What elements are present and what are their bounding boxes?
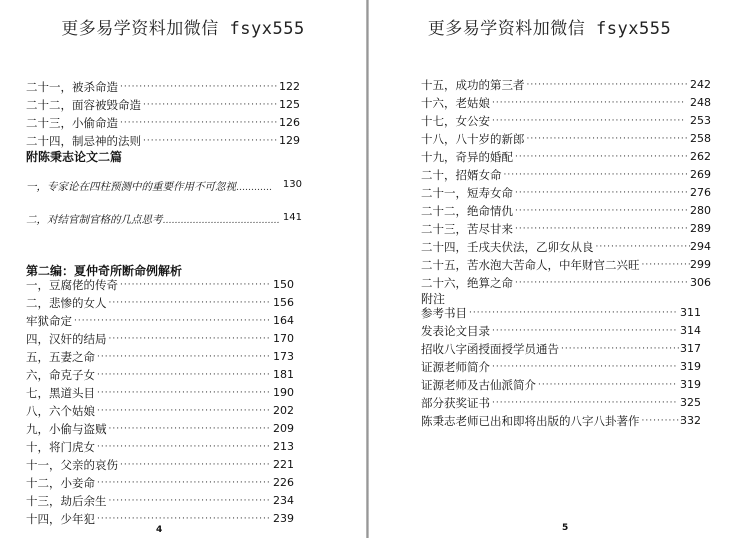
toc-leader-dots: ············································· [97, 352, 271, 362]
toc-leader-dots: ············································· [97, 442, 271, 452]
toc-leader-dots: ············································· [97, 388, 271, 398]
toc-entry-title: 证源老师简介 [421, 360, 490, 374]
toc-entry-page: 226 [273, 476, 294, 489]
toc-entry [26, 402, 294, 420]
page-header: 更多易学资料加微信 fsyx555 [427, 19, 672, 39]
toc-entry [26, 348, 294, 366]
toc-entry-title: 二十一，被杀命造 [26, 80, 118, 94]
right-page [369, 0, 730, 538]
toc-entry-page: 156 [273, 296, 294, 309]
toc-entry-page: 234 [273, 494, 294, 507]
toc-entry [26, 456, 294, 474]
toc-entry-page: 289 [690, 222, 711, 235]
toc-entry-page: 314 [680, 324, 701, 337]
toc-leader-dots: ··········· [641, 416, 684, 426]
toc-entry-page: 221 [273, 458, 294, 471]
toc-entry [26, 492, 294, 510]
toc-leader-dots: ················································ [492, 362, 678, 372]
toc-entry [421, 202, 711, 220]
toc-leader-dots: ·········································· [526, 80, 689, 90]
toc-leader-dots: ········································· [120, 118, 279, 128]
toc-entry-page: 306 [690, 276, 711, 289]
toc-entry-title: 八，六个姑娘 [26, 404, 95, 418]
toc-entry-page: 202 [273, 404, 294, 417]
toc-list-left-top [26, 78, 300, 150]
essay-page: 130 [282, 179, 302, 190]
toc-entry-page: 173 [273, 350, 294, 363]
toc-entry-title: 陈秉志老师已出和即将出版的八字八卦著作 [421, 414, 640, 428]
toc-entry [26, 366, 294, 384]
toc-entry-page: 164 [273, 314, 294, 327]
toc-entry-title: 十四，少年犯 [26, 512, 95, 526]
toc-entry [421, 256, 711, 274]
toc-entry-title: 二十三，小偷命造 [26, 116, 118, 130]
toc-entry-title: 二十四，壬戌夫伏法，乙卯女从良 [421, 240, 594, 254]
toc-entry-page: 258 [690, 132, 711, 145]
essay-entry-2: 二，对结官制官格的几点思考………………………………… 141 [26, 212, 302, 226]
toc-list-right-top [421, 76, 711, 292]
toc-entry [421, 148, 711, 166]
toc-leader-dots: ············································· [515, 188, 689, 198]
toc-leader-dots: ···································· [538, 380, 677, 390]
toc-leader-dots: ·················································· [492, 98, 686, 108]
toc-entry-title: 二十，招婿女命 [421, 168, 502, 182]
toc-entry-page: 126 [279, 116, 300, 129]
toc-entry-page: 319 [680, 360, 701, 373]
toc-entry [421, 376, 701, 394]
toc-leader-dots: ················································ [492, 398, 678, 408]
toc-entry-title: 二十二，面容被毁命造 [26, 98, 141, 112]
toc-leader-dots: ············································· [515, 206, 689, 216]
page-number: 4 [156, 525, 163, 535]
toc-leader-dots: ························· [595, 242, 693, 252]
toc-entry-page: 190 [273, 386, 294, 399]
toc-entry-page: 170 [273, 332, 294, 345]
toc-entry-title: 二十四，制忌神的法则 [26, 134, 141, 148]
toc-leader-dots: ······································· [120, 280, 271, 290]
toc-entry-page: 280 [690, 204, 711, 217]
toc-leader-dots: ············································· [97, 514, 271, 524]
toc-entry [421, 394, 701, 412]
toc-entry-page: 276 [690, 186, 711, 199]
toc-entry-title: 十七，女公安 [421, 114, 490, 128]
toc-entry-page: 262 [690, 150, 711, 163]
toc-entry-page: 294 [690, 240, 711, 253]
toc-entry [421, 166, 711, 184]
toc-entry-page: 299 [690, 258, 711, 271]
toc-leader-dots: ·········································· [108, 424, 271, 434]
toc-leader-dots: ·········································· [526, 134, 689, 144]
toc-leader-dots: ············································· [515, 152, 689, 162]
toc-entry-title: 十二，小妾命 [26, 476, 95, 490]
toc-entry-title: 十，将门虎女 [26, 440, 95, 454]
toc-entry-title: 发表论文目录 [421, 324, 490, 338]
toc-entry [421, 412, 701, 430]
toc-entry [421, 76, 711, 94]
toc-leader-dots: ············· [641, 260, 692, 270]
toc-entry [26, 420, 294, 438]
toc-entry [26, 330, 294, 348]
toc-entry [421, 94, 711, 112]
toc-entry-title: 五，五妻之命 [26, 350, 95, 364]
toc-entry-title: 十一，父亲的哀伤 [26, 458, 118, 472]
toc-entry-title: 二十五，苦水泡大苦命人，中年财官二兴旺 [421, 258, 640, 272]
toc-entry-page: 311 [680, 306, 701, 319]
toc-entry [26, 114, 300, 132]
toc-entry [421, 358, 701, 376]
toc-entry-title: 七，黑道头目 [26, 386, 95, 400]
toc-list-right-appendix [421, 304, 701, 430]
toc-entry-page: 317 [680, 342, 701, 355]
toc-leader-dots: ············································· [515, 278, 689, 288]
toc-entry-page: 150 [273, 278, 294, 291]
toc-entry-page: 242 [690, 78, 711, 91]
toc-entry-page: 213 [273, 440, 294, 453]
essay-title: 一，专家论在四柱预测中的重要作用不可忽视 [26, 181, 236, 193]
toc-entry-title: 二十三，苦尽甘来 [421, 222, 513, 236]
essay-page: 141 [282, 212, 302, 223]
toc-entry-title: 十五，成功的第三者 [421, 78, 525, 92]
toc-leader-dots: ············································· [97, 370, 271, 380]
toc-entry-title: 证源老师及古仙派简介 [421, 378, 536, 392]
toc-leader-dots: ·················································· [492, 116, 686, 126]
toc-leader-dots: ··················································· [74, 316, 271, 326]
toc-leader-dots: ················································ [492, 326, 678, 336]
toc-entry [26, 294, 294, 312]
toc-entry [421, 130, 711, 148]
toc-entry-title: 四，汉奸的结局 [26, 332, 107, 346]
toc-entry [421, 322, 701, 340]
essay-entry-1: 一，专家论在四柱预测中的重要作用不可忽视………… 130 [26, 179, 302, 193]
toc-entry-page: 181 [273, 368, 294, 381]
toc-entry-page: 253 [690, 114, 711, 127]
toc-entry [421, 238, 711, 256]
toc-entry-page: 125 [279, 98, 300, 111]
toc-leader-dots: ··································· [143, 136, 279, 146]
toc-leader-dots: ········································· [120, 82, 279, 92]
toc-entry [421, 112, 711, 130]
toc-entry-title: 二十一，短寿女命 [421, 186, 513, 200]
toc-entry-page: 332 [680, 414, 701, 427]
toc-entry [26, 474, 294, 492]
toc-entry-page: 269 [690, 168, 711, 181]
toc-entry [421, 184, 711, 202]
toc-entry [26, 276, 294, 294]
toc-entry-page: 129 [279, 134, 300, 147]
part-title: 第二编：夏仲奇所断命例解析 [26, 264, 183, 278]
toc-leader-dots: ······································· [120, 460, 271, 470]
toc-entry-page: 122 [279, 80, 300, 93]
toc-entry-title: 部分获奖证书 [421, 396, 490, 410]
toc-entry-title: 参考书目 [421, 306, 467, 320]
toc-entry-title: 牢狱命定 [26, 314, 72, 328]
toc-leader-dots: ·········································· [108, 334, 271, 344]
toc-entry [421, 274, 711, 292]
toc-leader-dots: ·········································· [108, 298, 271, 308]
page-header: 更多易学资料加微信 fsyx555 [61, 19, 305, 39]
toc-entry-title: 六，命克子女 [26, 368, 95, 382]
toc-leader-dots: ··································· [143, 100, 279, 110]
toc-entry-title: 十六，老姑娘 [421, 96, 490, 110]
toc-entry [421, 340, 701, 358]
toc-entry [421, 220, 711, 238]
toc-entry-title: 十九，奇异的婚配 [421, 150, 513, 164]
toc-list-left-bottom [26, 276, 294, 528]
toc-entry [26, 438, 294, 456]
toc-entry-title: 二十二，绝命情仇 [421, 204, 513, 218]
toc-entry [26, 78, 300, 96]
toc-entry-title: 招收八字函授面授学员通告 [421, 342, 559, 356]
toc-entry-page: 248 [690, 96, 711, 109]
toc-leader-dots: ············································· [515, 224, 689, 234]
toc-leader-dots: ······················································ [469, 308, 678, 318]
toc-entry-title: 十三，劫后余生 [26, 494, 107, 508]
toc-entry-page: 325 [680, 396, 701, 409]
toc-entry-title: 九，小偷与盗贼 [26, 422, 107, 436]
page-number: 5 [562, 523, 569, 533]
toc-leader-dots: ············································· [97, 478, 271, 488]
appendix-title: 附陈秉志论文二篇 [26, 150, 123, 164]
toc-entry [26, 96, 300, 114]
toc-leader-dots: ·········································· [108, 496, 271, 506]
toc-entry-title: 一，豆腐佬的传奇 [26, 278, 118, 292]
toc-entry [26, 312, 294, 330]
appendix-title: 附注 [421, 292, 446, 306]
toc-leader-dots: ················································ [503, 170, 689, 180]
toc-entry [26, 384, 294, 402]
toc-entry-page: 209 [273, 422, 294, 435]
toc-entry-page: 239 [273, 512, 294, 525]
toc-leader-dots: ······························· [561, 344, 681, 354]
toc-entry-title: 二，悲惨的女人 [26, 296, 107, 310]
toc-entry-title: 十八，八十岁的新郎 [421, 132, 525, 146]
toc-leader-dots: ············································· [97, 406, 271, 416]
toc-entry [421, 304, 701, 322]
toc-entry-title: 二十六，绝算之命 [421, 276, 513, 290]
toc-entry-page: 319 [680, 378, 701, 391]
essay-title: 二，对结官制官格的几点思考 [26, 214, 163, 226]
